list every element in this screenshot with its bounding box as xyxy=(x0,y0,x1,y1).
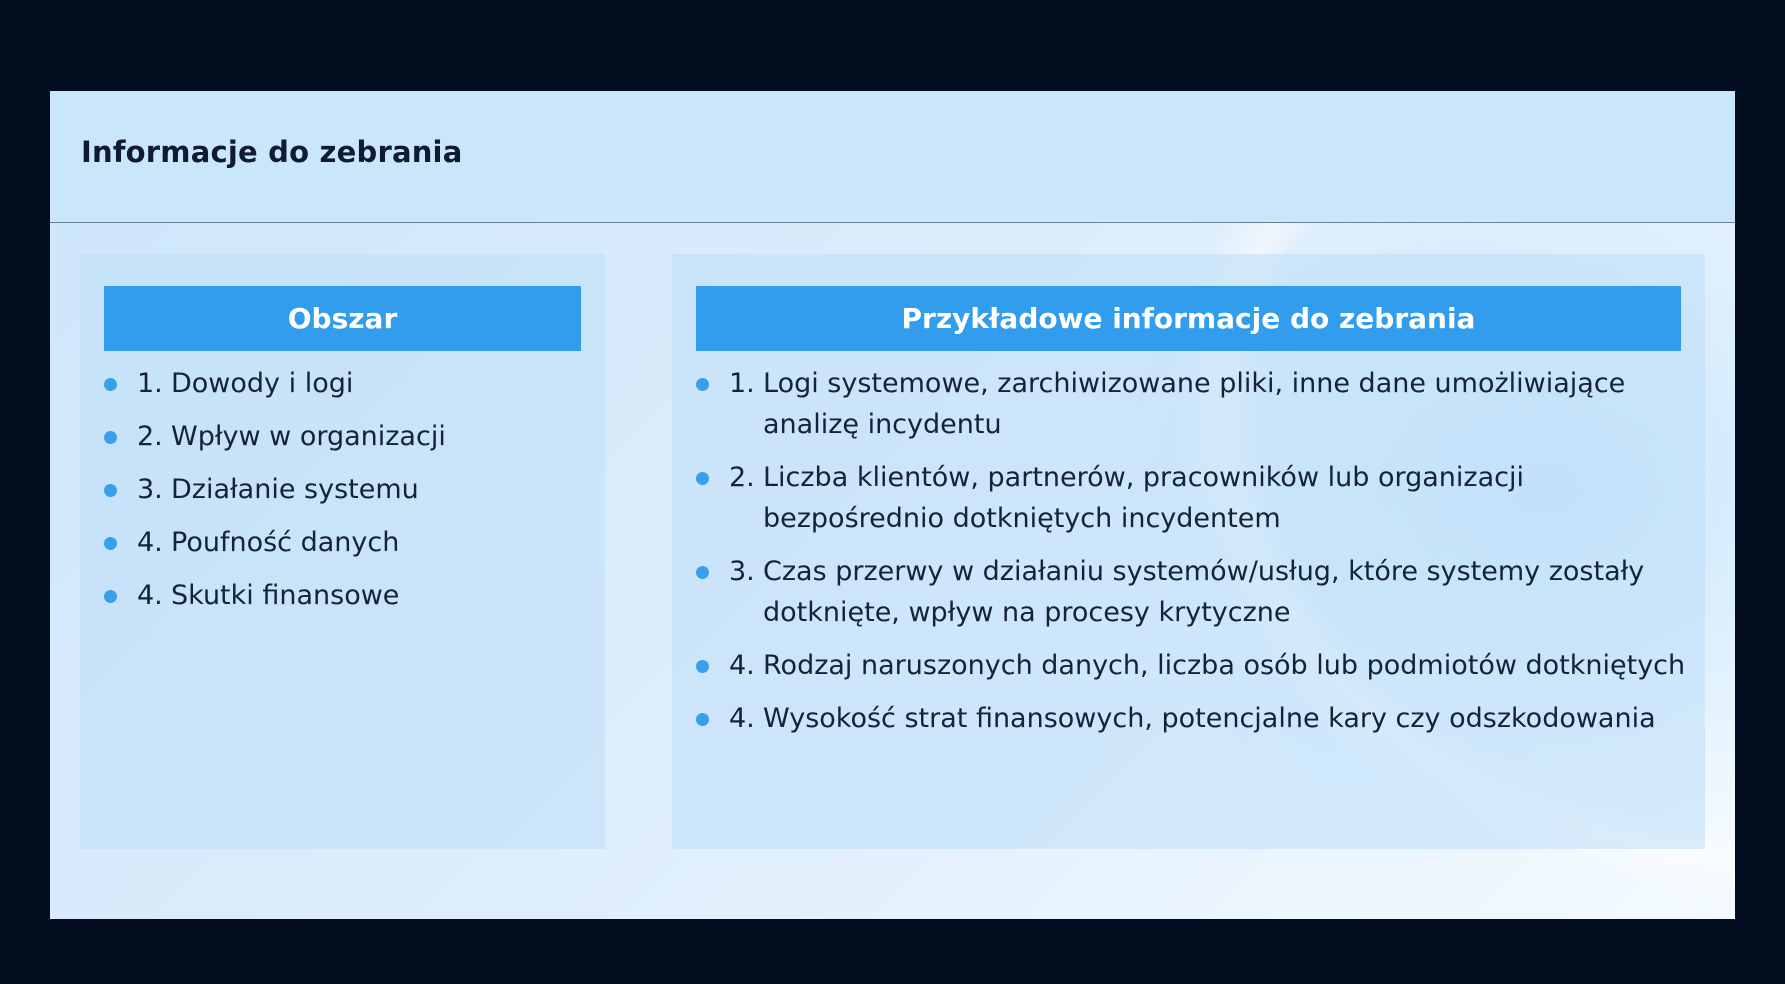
item-text: Czas przerwy w działaniu systemów/usług, które systemy zostały dotknięte, wpływ na procesy krytyczne xyxy=(763,556,1645,628)
bullet-icon xyxy=(696,566,709,579)
item-number: 4. xyxy=(729,703,755,734)
item-text: Logi systemowe, zarchiwizowane pliki, inne dane umożliwiające analizę incydentu xyxy=(763,368,1626,440)
item-text: Skutki finansowe xyxy=(171,580,400,611)
slide-title: Informacje do zebrania xyxy=(81,135,463,169)
bullet-icon xyxy=(104,590,117,603)
item-text: Liczba klientów, partnerów, pracowników lub organizacji bezpośrednio dotkniętych incydentem xyxy=(763,462,1524,534)
bullet-icon xyxy=(104,378,117,391)
list-item xyxy=(696,645,1686,686)
item-number: 3. xyxy=(137,474,163,505)
slide xyxy=(50,91,1735,919)
item-number: 2. xyxy=(729,462,755,493)
list-item xyxy=(104,522,584,563)
area-panel-heading: Obszar xyxy=(104,286,581,351)
item-number: 4. xyxy=(729,650,755,681)
item-number: 1. xyxy=(137,368,163,399)
item-text: Działanie systemu xyxy=(171,474,419,505)
bullet-icon xyxy=(104,537,117,550)
list-item xyxy=(104,575,584,616)
item-text: Poufność danych xyxy=(171,527,400,558)
area-panel xyxy=(80,254,605,849)
item-number: 4. xyxy=(137,527,163,558)
item-number: 2. xyxy=(137,421,163,452)
bullet-icon xyxy=(696,472,709,485)
list-item xyxy=(104,469,584,510)
item-text: Wpływ w organizacji xyxy=(171,421,446,452)
bullet-icon xyxy=(696,660,709,673)
examples-panel-heading: Przykładowe informacje do zebrania xyxy=(696,286,1681,351)
slide-header xyxy=(50,91,1735,223)
item-text: Wysokość strat finansowych, potencjalne kary czy odszkodowania xyxy=(763,703,1656,734)
list-item xyxy=(696,698,1686,739)
list-item xyxy=(104,363,584,404)
item-text: Rodzaj naruszonych danych, liczba osób lub podmiotów dotkniętych xyxy=(763,650,1686,681)
examples-list xyxy=(696,363,1686,751)
bullet-icon xyxy=(104,431,117,444)
list-item xyxy=(104,416,584,457)
list-item xyxy=(696,457,1686,539)
item-number: 4. xyxy=(137,580,163,611)
item-number: 1. xyxy=(729,368,755,399)
list-item xyxy=(696,551,1686,633)
bullet-icon xyxy=(696,378,709,391)
bullet-icon xyxy=(696,713,709,726)
bullet-icon xyxy=(104,484,117,497)
item-number: 3. xyxy=(729,556,755,587)
list-item xyxy=(696,363,1686,445)
item-text: Dowody i logi xyxy=(171,368,354,399)
examples-panel xyxy=(672,254,1705,849)
area-list xyxy=(104,363,584,628)
